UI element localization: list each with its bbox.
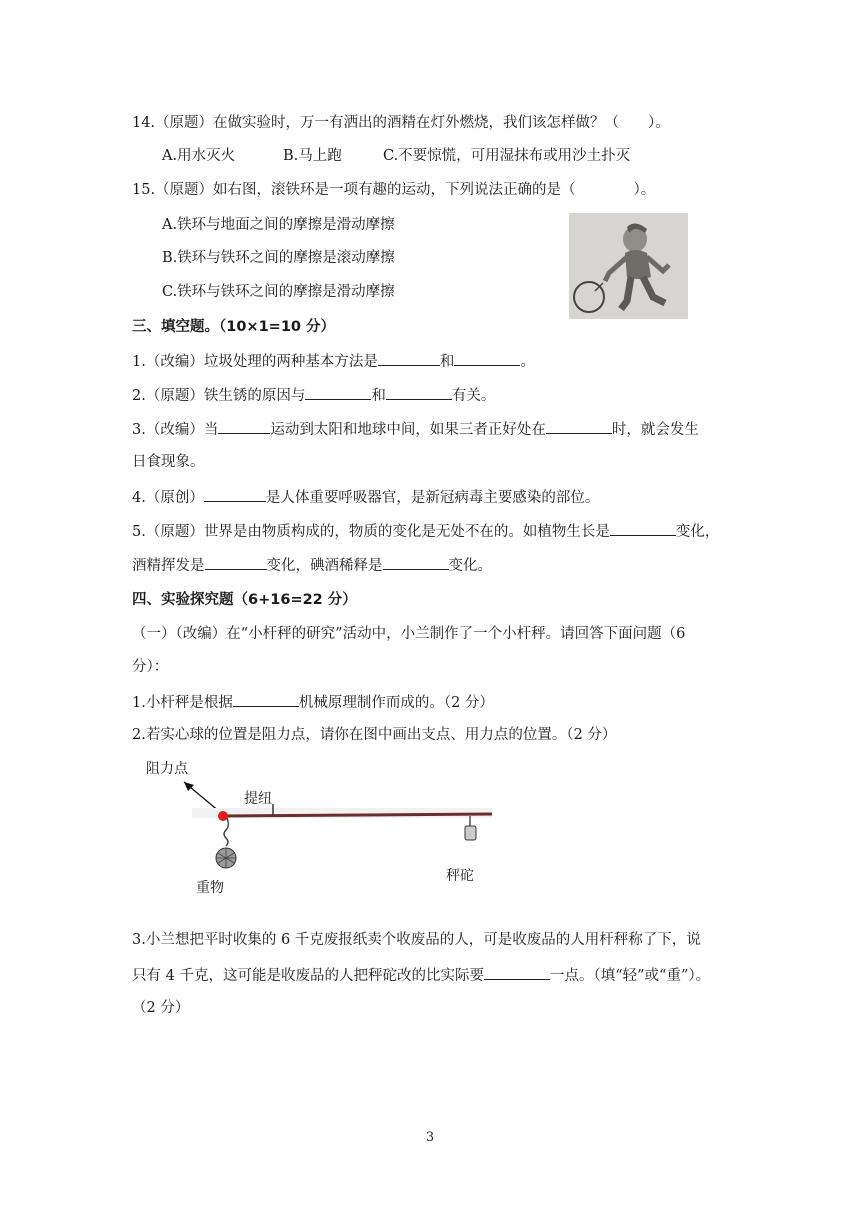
s3-q5: 5.（原题）世界是由物质构成的，物质的变化是无处不在的。如植物生长是 变化， [132,520,719,542]
s4-q3: 3.小兰想把平时收集的 6 千克废报纸卖个收废品的人，可是收废品的人用杆秤称了下，说 [132,932,701,948]
q15-stem: 15.（原题）如右图，滚铁环是一项有趣的运动，下列说法正确的是（ ）。 [132,182,656,198]
label-heavy-object: 重物 [196,880,224,896]
s4-q3-cont: 只有 4 千克，这可能是收废品的人把秤砣改的比实际要 一点。（填“轻”或“重”）。 [132,964,710,986]
answer-blank[interactable] [204,486,266,502]
s4-q1: 1.小杆秤是根据 机械原理制作而成的。（2 分） [132,691,494,713]
label-resistance-point: 阻力点 [146,761,188,777]
q15-option-c: C.铁环与铁环之间的摩擦是滑动摩擦 [162,284,395,300]
label-lifting-string: 提纽 [244,791,272,807]
s4-q3-score: （2 分） [132,1000,190,1016]
s4-intro: （一）（改编）在“小杆秤的研究”活动中，小兰制作了一个小杆秤。请回答下面问题（6 [132,626,686,642]
weight-hook [224,818,228,846]
steelyard-beam [222,814,492,816]
answer-blank[interactable] [218,418,270,434]
q14-option-c: C.不要惊慌，可用湿抹布或用沙土扑灭 [383,148,631,164]
s4-q2: 2.若实心球的位置是阻力点，请你在图中画出支点、用力点的位置。（2 分） [132,727,617,743]
counterweight [465,826,476,840]
s3-q3: 3.（改编）当 运动到太阳和地球中间，如果三者正好处在 时，就会发生 [132,418,699,440]
s3-q1: 1.（改编）垃圾处理的两种基本方法是 和 。 [132,350,535,372]
steelyard-diagram [130,756,530,906]
answer-blank[interactable] [610,520,676,536]
answer-blank[interactable] [305,384,371,400]
q15-option-a: A.铁环与地面之间的摩擦是滑动摩擦 [162,217,395,233]
answer-blank[interactable] [378,350,440,366]
answer-blank[interactable] [233,691,299,707]
s3-q4: 4.（原创） 是人体重要呼吸器官，是新冠病毒主要感染的部位。 [132,486,599,508]
s3-q5-cont: 酒精挥发是 变化，碘酒稀释是 变化。 [132,554,492,576]
q14-option-b: B.马上跑 [283,148,342,164]
s3-q2: 2.（原题）铁生锈的原因与 和 有关。 [132,384,495,406]
s3-q3-cont: 日食现象。 [132,454,205,470]
label-counterweight: 秤砣 [446,868,474,884]
q14-stem: 14.（原题）在做实验时，万一有洒出的酒精在灯外燃烧，我们该怎样做？（ ）。 [132,115,670,131]
answer-blank[interactable] [454,350,520,366]
q14-option-a: A.用水灭火 [162,148,236,164]
answer-blank[interactable] [386,384,452,400]
s4-intro-cont: 分）： [132,659,169,675]
resistance-point-dot [218,811,228,821]
hoop-rolling-photo [569,213,688,319]
section3-heading: 三、填空题。（10×1=10 分） [132,319,336,335]
answer-blank[interactable] [383,554,449,570]
answer-blank[interactable] [484,964,550,980]
q15-option-b: B.铁环与铁环之间的摩擦是滚动摩擦 [162,250,395,266]
section4-heading: 四、实验探究题（6+16=22 分） [132,592,357,608]
answer-blank[interactable] [546,418,612,434]
answer-blank[interactable] [205,554,267,570]
page-number: 3 [425,1130,435,1145]
